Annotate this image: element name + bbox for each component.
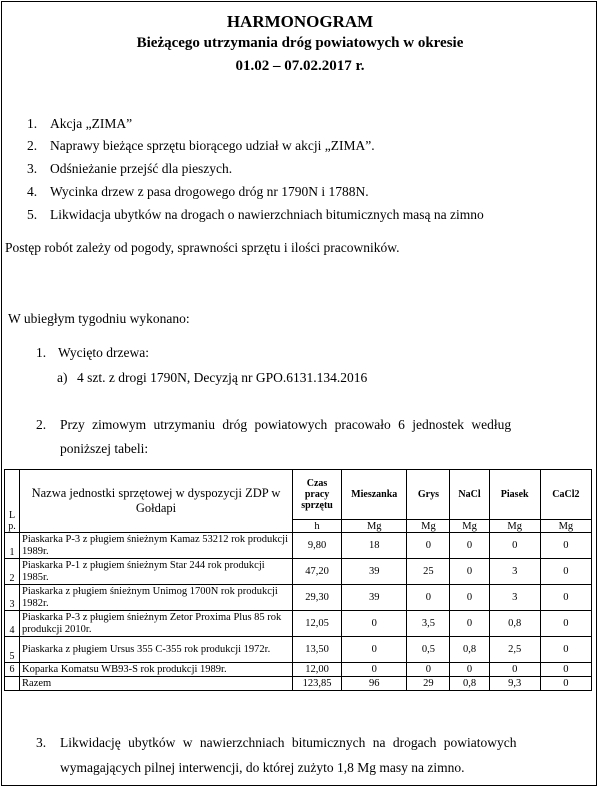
table-row <box>5 533 592 559</box>
value-cell: 2,5 <box>489 637 540 663</box>
value-cell: 0 <box>540 611 591 637</box>
equipment-name: Piaskarka P-1 z pługiem śnieżnym Star 244 rok produkcji 1985r. <box>20 559 293 585</box>
value-cell: 0 <box>407 585 450 611</box>
row-number: 6 <box>5 663 20 677</box>
sub-item: 4 szt. z drogi 1790N, Decyzją nr GPO.6131.134.2016 <box>77 370 368 385</box>
list-item-number: 2. <box>36 417 47 432</box>
value-cell: 3,5 <box>407 611 450 637</box>
value-cell: 0 <box>489 663 540 677</box>
value-cell: 0 <box>450 585 489 611</box>
value-cell: 13,50 <box>292 637 341 663</box>
total-cell: 0,8 <box>450 677 489 691</box>
column-header: NaCl <box>450 470 489 520</box>
equipment-name: Piaskarka P-3 z pługiem śnieżnym Zetor Proxima Plus 85 rok produkcji 2010r. <box>20 611 293 637</box>
list-item: Odśnieżanie przejść dla pieszych. <box>50 161 233 176</box>
row-number: 1 <box>5 533 20 559</box>
value-cell: 0 <box>450 559 489 585</box>
table-row <box>5 585 592 611</box>
table-row <box>5 611 592 637</box>
lp-header: L p. <box>5 470 20 533</box>
table-row <box>5 637 592 663</box>
value-cell: 0,8 <box>450 637 489 663</box>
value-cell: 0 <box>540 559 591 585</box>
column-header: Czas pracy sprzętu <box>292 470 341 520</box>
total-cell: 9,3 <box>489 677 540 691</box>
done-heading: W ubiegłym tygodniu wykonano: <box>8 311 190 326</box>
list-item-number: 4. <box>27 184 38 199</box>
list-item-continuation: poniższej tabeli: <box>60 441 149 456</box>
list-item: Naprawy bieżące sprzętu biorącego udział w akcji „ZIMA”. <box>50 138 375 153</box>
value-cell: 0 <box>540 585 591 611</box>
list-item-number: 5. <box>27 207 38 222</box>
row-number: 4 <box>5 611 20 637</box>
sub-item-letter: a) <box>57 370 68 385</box>
document-subtitle: Bieżącego utrzymania dróg powiatowych w okresie <box>136 35 464 51</box>
total-cell: 0 <box>540 677 591 691</box>
list-item: Likwidacja ubytków na drogach o nawierzchniach bitumicznych masą na zimno <box>50 207 484 222</box>
list-item-number: 1. <box>27 116 38 131</box>
total-label: Razem <box>20 677 293 691</box>
value-cell: 0 <box>540 663 591 677</box>
equipment-table <box>4 469 592 691</box>
list-item: Wycinka drzew z pasa drogowego dróg nr 1790N i 1788N. <box>50 184 369 199</box>
list-item-number: 2. <box>27 138 38 153</box>
value-cell: 0 <box>450 663 489 677</box>
document-period: 01.02 – 07.02.2017 r. <box>235 58 365 74</box>
value-cell: 0 <box>450 611 489 637</box>
list-item: Przy zimowym utrzymaniu dróg powiatowych pracowało 6 jednostek według <box>60 417 512 432</box>
equipment-name: Koparka Komatsu WB93-S rok produkcji 1989r. <box>20 663 293 677</box>
value-cell: 25 <box>407 559 450 585</box>
progress-note: Postęp robót zależy od pogody, sprawności sprzętu i ilości pracowników. <box>5 240 400 255</box>
total-lp-cell <box>5 677 20 691</box>
total-cell: 123,85 <box>292 677 341 691</box>
value-cell: 0 <box>489 533 540 559</box>
value-cell: 0 <box>540 637 591 663</box>
column-header: CaCl2 <box>540 470 591 520</box>
list-item-continuation: wymagających pilnej interwencji, do której zużyto 1,8 Mg masy na zimno. <box>60 760 465 775</box>
value-cell: 29,30 <box>292 585 341 611</box>
value-cell: 0 <box>342 611 407 637</box>
value-cell: 12,05 <box>292 611 341 637</box>
value-cell: 39 <box>342 585 407 611</box>
unit-cell: h <box>292 520 341 533</box>
value-cell: 12,00 <box>292 663 341 677</box>
list-item-number: 3. <box>27 161 38 176</box>
value-cell: 18 <box>342 533 407 559</box>
value-cell: 0,5 <box>407 637 450 663</box>
value-cell: 39 <box>342 559 407 585</box>
unit-cell: Mg <box>489 520 540 533</box>
list-item-number: 3. <box>36 735 47 750</box>
document-title: HARMONOGRAM <box>226 12 374 31</box>
equipment-name: Piaskarka z pługiem Ursus 355 C-355 rok produkcji 1972r. <box>20 637 293 663</box>
column-header: Piasek <box>489 470 540 520</box>
table-row <box>5 559 592 585</box>
equipment-name: Piaskarka P-3 z pługiem śnieżnym Kamaz 53212 rok produkcji 1989r. <box>20 533 293 559</box>
column-header: Mieszanka <box>342 470 407 520</box>
name-header: Nazwa jednostki sprzętowej w dyspozycji ZDP w Gołdapi <box>20 470 293 533</box>
total-row <box>5 677 592 691</box>
list-item: Wycięto drzewa: <box>58 345 150 360</box>
value-cell: 0,8 <box>489 611 540 637</box>
value-cell: 0 <box>407 533 450 559</box>
unit-cell: Mg <box>342 520 407 533</box>
row-number: 3 <box>5 585 20 611</box>
value-cell: 3 <box>489 585 540 611</box>
table-row <box>5 663 592 677</box>
value-cell: 0 <box>342 663 407 677</box>
row-number: 5 <box>5 637 20 663</box>
total-cell: 29 <box>407 677 450 691</box>
equipment-name: Piaskarka z pługiem śnieżnym Unimog 1700N rok produkcji 1982r. <box>20 585 293 611</box>
value-cell: 47,20 <box>292 559 341 585</box>
value-cell: 3 <box>489 559 540 585</box>
list-item: Likwidację ubytków w nawierzchniach bitumicznych na drogach powiatowych <box>60 735 517 750</box>
value-cell: 0 <box>450 533 489 559</box>
table-header-row <box>5 470 592 520</box>
value-cell: 0 <box>540 533 591 559</box>
total-cell: 96 <box>342 677 407 691</box>
column-header: Grys <box>407 470 450 520</box>
unit-cell: Mg <box>450 520 489 533</box>
value-cell: 0 <box>342 637 407 663</box>
value-cell: 9,80 <box>292 533 341 559</box>
list-item: Akcja „ZIMA” <box>50 116 133 131</box>
unit-cell: Mg <box>407 520 450 533</box>
list-item-number: 1. <box>36 345 47 360</box>
unit-cell: Mg <box>540 520 591 533</box>
value-cell: 0 <box>407 663 450 677</box>
row-number: 2 <box>5 559 20 585</box>
